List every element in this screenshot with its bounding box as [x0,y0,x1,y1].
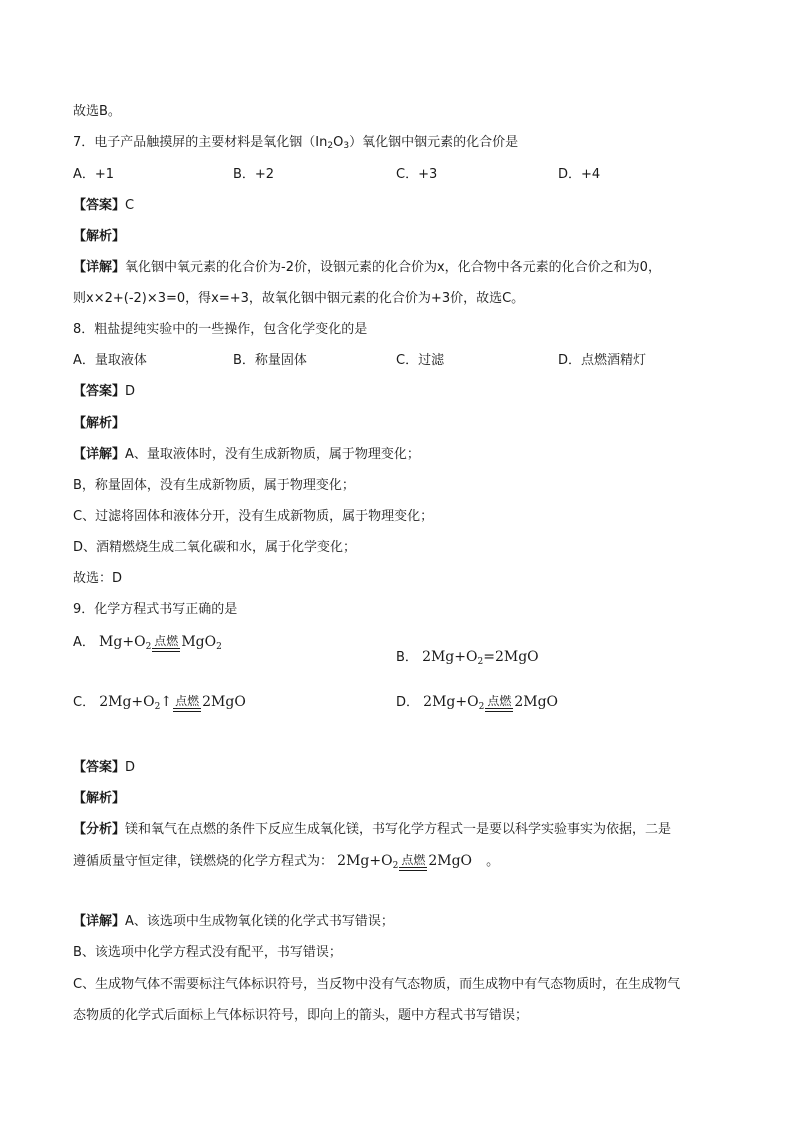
option-d: D．点燃酒精灯 [558,353,647,368]
option-label: B． [396,650,418,665]
option-c: C．过滤 [396,353,445,368]
condition-label: 点燃 [154,634,179,648]
detail-text: A、量取液体时，没有生成新物质，属于物理变化； [125,447,420,462]
equation [337,853,472,869]
question-9-stem: 9．化学方程式书写正确的是 [73,602,238,617]
subscript: 2 [478,702,485,712]
detail-line: C、过滤将固体和液体分开，没有生成新物质，属于物理变化； [73,509,434,524]
eq-term: 2Mg+O [337,853,393,869]
answer-value: D [125,760,136,775]
reaction-condition [485,695,513,716]
detail-text: 氧化铟中氧元素的化合价为-2价，设铟元素的化合价为x，化合物中各元素的化合价之和为0， [125,260,661,275]
detail-line: 态物质的化学式后面标上气体标识符号，即向上的箭头，题中方程式书写错误； [73,1008,529,1023]
option-b: B．称量固体 [233,353,307,368]
eq-term: =2MgO [483,649,539,665]
stem-part: O [333,135,344,150]
stem-part: ）氧化铟中铟元素的化合价是 [349,135,519,150]
detail-line [73,913,394,931]
subscript: 3 [343,141,350,151]
detail-line [73,446,420,464]
answer-value: D [125,384,136,399]
double-bar [485,708,513,712]
analysis-tag: 【解析】 [73,229,126,244]
detail-tag: 【详解】 [73,260,126,275]
question-8-stem: 8．粗盐提纯实验中的一些操作，包含化学变化的是 [73,322,368,337]
detail-line [73,259,661,277]
equation [99,694,246,710]
option-b [396,648,539,671]
option-b: B．+2 [233,167,275,182]
equation [423,694,558,710]
answer-line [73,383,135,401]
option-label: A． [73,635,95,650]
eq-term: 2MgO [202,694,246,710]
option-a: A．量取液体 [73,353,147,368]
option-label: C． [73,695,96,710]
detail-text: A、该选项中生成物氧化镁的化学式书写错误； [125,914,394,929]
option-d [396,693,558,716]
eq-term: 2Mg+O [422,649,478,665]
reaction-condition [152,635,180,656]
analysis2-tag: 【分析】 [73,822,126,837]
analysis-line [73,821,671,839]
analysis-text: 镁和氧气在点燃的条件下反应生成氧化镁，书写化学方程式一是要以科学实验事实为依据，二是 [125,822,672,837]
double-bar [399,867,427,871]
option-a: A．+1 [73,167,115,182]
answer-tag: 【答案】 [73,198,126,213]
eq-term: 2Mg+O [423,694,479,710]
question-7-stem [73,134,518,155]
reaction-condition [399,854,427,875]
choose-line: 故选：D [73,571,123,586]
answer-line [73,197,134,215]
up-arrow-icon: ↑ [160,694,173,710]
detail-tag: 【详解】 [73,914,126,929]
option-c [73,693,246,716]
period: 。 [486,854,500,869]
subscript: 2 [216,642,222,652]
answer-value: C [125,198,135,213]
stem-part: 7．电子产品触摸屏的主要材料是氧化铟（In [73,135,328,150]
condition-label: 点燃 [401,853,426,867]
text-line: 故选B。 [73,104,121,119]
analysis-tag: 【解析】 [73,416,126,431]
detail-tag: 【详解】 [73,447,126,462]
subscript: 2 [477,657,484,667]
option-label: D． [396,695,420,710]
condition-label: 点燃 [175,694,200,708]
detail-line: C、生成物气体不需要标注气体标识符号，当反物中没有气态物质，而生成物中有气态物质时，在生成物气 [73,977,681,992]
option-a [73,633,222,656]
double-bar [152,648,180,652]
eq-term: MgO [181,634,217,650]
eq-term: Mg+O [99,634,146,650]
subscript: 2 [392,861,399,871]
eq-term: 2MgO [514,694,559,710]
subscript: 2 [145,642,152,652]
detail-line: B、该选项中化学方程式没有配平，书写错误； [73,945,342,960]
equation [422,649,539,665]
eq-term: 2Mg+O [99,694,155,710]
subscript: 2 [327,141,334,151]
detail-line: D、酒精燃烧生成二氧化碳和水，属于化学变化； [73,540,357,555]
answer-tag: 【答案】 [73,384,126,399]
double-bar [173,708,201,712]
equation [99,634,222,650]
analysis-text: 遵循质量守恒定律，镁燃烧的化学方程式为： [73,854,334,869]
subscript: 2 [154,702,161,712]
condition-label: 点燃 [487,694,512,708]
analysis-tag: 【解析】 [73,791,126,806]
detail-line: B，称量固体，没有生成新物质，属于物理变化； [73,478,355,493]
eq-term: 2MgO [428,853,473,869]
detail-line: 则x×2+(-2)×3=0，得x=+3，故氧化铟中铟元素的化合价为+3价，故选C。 [73,291,525,306]
answer-line [73,759,135,777]
answer-tag: 【答案】 [73,760,126,775]
option-c: C．+3 [396,167,438,182]
option-d: D．+4 [558,167,601,182]
reaction-condition [173,695,201,716]
analysis-line [73,852,499,875]
